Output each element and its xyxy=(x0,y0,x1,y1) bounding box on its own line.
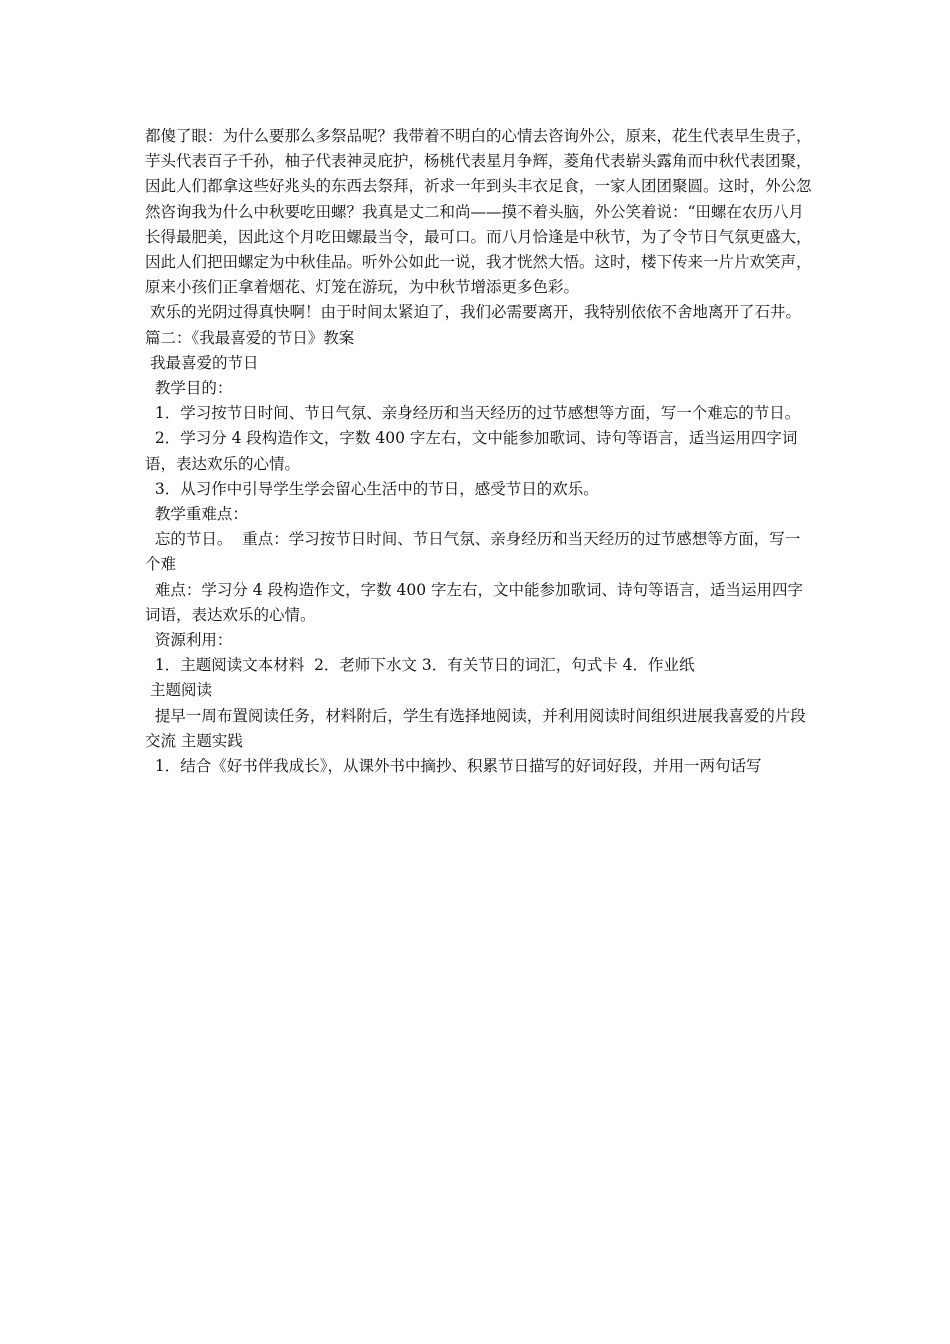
teaching-goal-3: 3．从习作中引导学生学会留心生活中的节日，感受节日的欢乐。 xyxy=(145,479,599,498)
paragraph-mid-autumn-story: 都傻了眼：为什么要那么多祭品呢？我带着不明白的心情去咨询外公，原来，花生代表早生贵子，芋头代表百子千孙，柚子代表神灵庇护，杨桃代表星月争辉，菱角代表崭头露角而中秋代表团聚，因此人们都拿这些好兆头的东西去祭拜，祈求一年到头丰衣足食，一家人团团聚圆。这时，外公忽然咨询我为什么中秋要吃田螺？我真是丈二和尚——摸不着头脑，外公笑着说：“田螺在农历八月长得最肥美，因此这个月吃田螺最当令，最可口。而八月恰逢是中秋节，为了令节日气氛更盛大，因此人们把田螺定为中秋佳品。听外公如此一说，我才恍然大悟。这时，楼下传来一片片欢笑声，原来小孩们正拿着烟花、灯笼在游玩，为中秋节增添更多色彩。 xyxy=(145,127,812,297)
resources-list: 1．主题阅读文本材料 2．老师下水文 3．有关节日的词汇，句式卡 4．作业纸 xyxy=(145,656,695,675)
paragraph-happy-time: 欢乐的光阴过得真快啊！由于时间太紧迫了，我们必需要离开，我特别依依不舍地离开了石井。 xyxy=(145,303,801,322)
lesson-title: 我最喜爱的节日 xyxy=(145,353,259,372)
theme-reading-heading: 主题阅读 xyxy=(145,681,212,700)
key-points-heading: 教学重难点： xyxy=(145,505,248,524)
theme-reading-paragraph: 提早一周布置阅读任务，材料附后，学生有选择地阅读，并利用阅读时间组织进展我喜爱的片段交流 主题实践 xyxy=(145,706,806,750)
resources-heading: 资源利用： xyxy=(145,631,233,650)
teaching-goal-2: 2．学习分 4 段构造作文，字数 400 字左右，文中能参加歌词、诗句等语言，适当运用四字词语，表达欢乐的心情。 xyxy=(145,429,798,473)
document-body xyxy=(145,124,815,779)
teaching-goals-heading: 教学目的： xyxy=(145,379,233,398)
key-point: 忘的节日。 重点：学习按节日时间、节日气氛、亲身经历和当天经历的过节感想等方面，写一个难 xyxy=(145,530,801,574)
teaching-goal-1: 1．学习按节日时间、节日气氛、亲身经历和当天经历的过节感想等方面，写一个难忘的节日。 xyxy=(145,404,801,423)
section-heading-part-two: 篇二：《我最喜爱的节日》教案 xyxy=(145,328,355,347)
difficult-point: 难点：学习分 4 段构造作文，字数 400 字左右，文中能参加歌词、诗句等语言，适当运用四字词语，表达欢乐的心情。 xyxy=(145,580,804,624)
theme-practice-item-1: 1．结合《好书伴我成长》，从课外书中摘抄、积累节日描写的好词好段，并用一两句话写 xyxy=(145,757,762,776)
